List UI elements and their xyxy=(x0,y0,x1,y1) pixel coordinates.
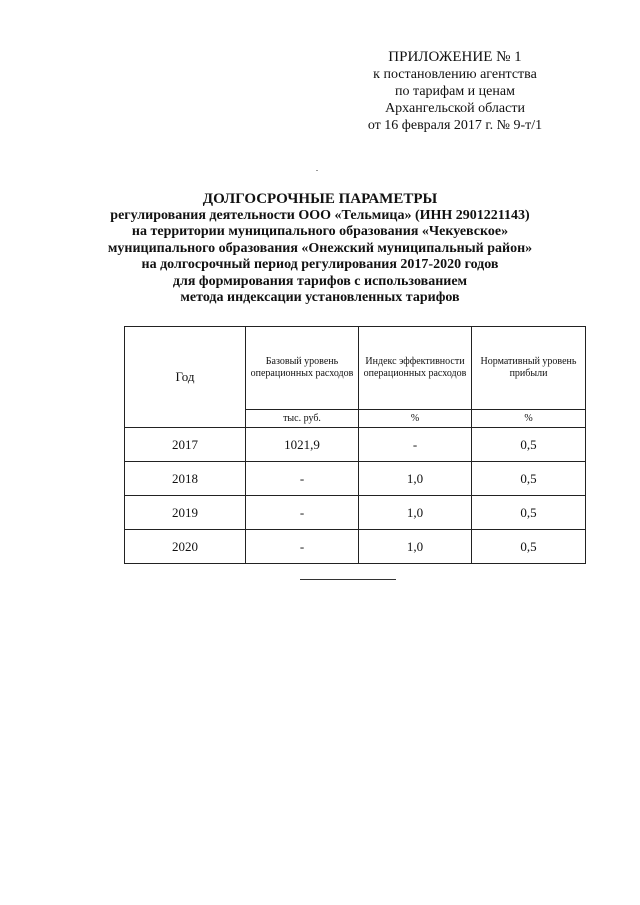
table-row xyxy=(125,530,586,564)
cell-year: 2019 xyxy=(125,496,246,530)
document-title xyxy=(90,191,550,307)
unit-base-level: тыс. руб. xyxy=(246,410,359,428)
cell-year: 2020 xyxy=(125,530,246,564)
title-main: ДОЛГОСРОЧНЫЕ ПАРАМЕТРЫ xyxy=(202,191,438,207)
scan-speck xyxy=(316,170,318,171)
cell-efficiency: 1,0 xyxy=(359,462,472,496)
appendix-block xyxy=(330,49,580,134)
cell-base-level: - xyxy=(246,530,359,564)
cell-efficiency: - xyxy=(359,428,472,462)
cell-efficiency: 1,0 xyxy=(359,496,472,530)
cell-base-level: 1021,9 xyxy=(246,428,359,462)
header-efficiency: Индекс эффективности операционных расходов xyxy=(359,327,472,410)
table-row xyxy=(125,428,586,462)
cell-base-level: - xyxy=(246,462,359,496)
unit-profit: % xyxy=(472,410,586,428)
cell-efficiency: 1,0 xyxy=(359,530,472,564)
title-line: метода индексации установленных тарифов xyxy=(180,290,460,305)
end-separator-line xyxy=(300,579,396,580)
cell-profit: 0,5 xyxy=(472,462,586,496)
header-profit: Нормативный уровень прибыли xyxy=(472,327,586,410)
table-row xyxy=(125,462,586,496)
table-row xyxy=(125,496,586,530)
appendix-line: от 16 февраля 2017 г. № 9-т/1 xyxy=(367,118,543,133)
appendix-line: по тарифам и ценам xyxy=(395,84,515,99)
title-line: на долгосрочный период регулирования 2017-2020 годов xyxy=(141,257,499,272)
title-line: на территории муниципального образования «Чекуевское» xyxy=(131,224,509,239)
unit-efficiency: % xyxy=(359,410,472,428)
table-header-row xyxy=(125,327,586,410)
appendix-line: к постановлению агентства xyxy=(373,67,537,82)
title-line: муниципального образования «Онежский муниципальный район» xyxy=(107,240,533,256)
title-line: регулирования деятельности ООО «Тельмица» (ИНН 2901221143) xyxy=(110,207,530,223)
cell-profit: 0,5 xyxy=(472,496,586,530)
header-year: Год xyxy=(125,327,246,428)
parameters-table xyxy=(124,326,586,564)
cell-profit: 0,5 xyxy=(472,428,586,462)
title-line: для формирования тарифов с использованием xyxy=(172,273,468,289)
appendix-title: ПРИЛОЖЕНИЕ № 1 xyxy=(388,49,522,65)
cell-base-level: - xyxy=(246,496,359,530)
cell-profit: 0,5 xyxy=(472,530,586,564)
cell-year: 2017 xyxy=(125,428,246,462)
cell-year: 2018 xyxy=(125,462,246,496)
appendix-line: Архангельской области xyxy=(385,101,525,116)
header-base-level: Базовый уровень операционных расходов xyxy=(246,327,359,410)
